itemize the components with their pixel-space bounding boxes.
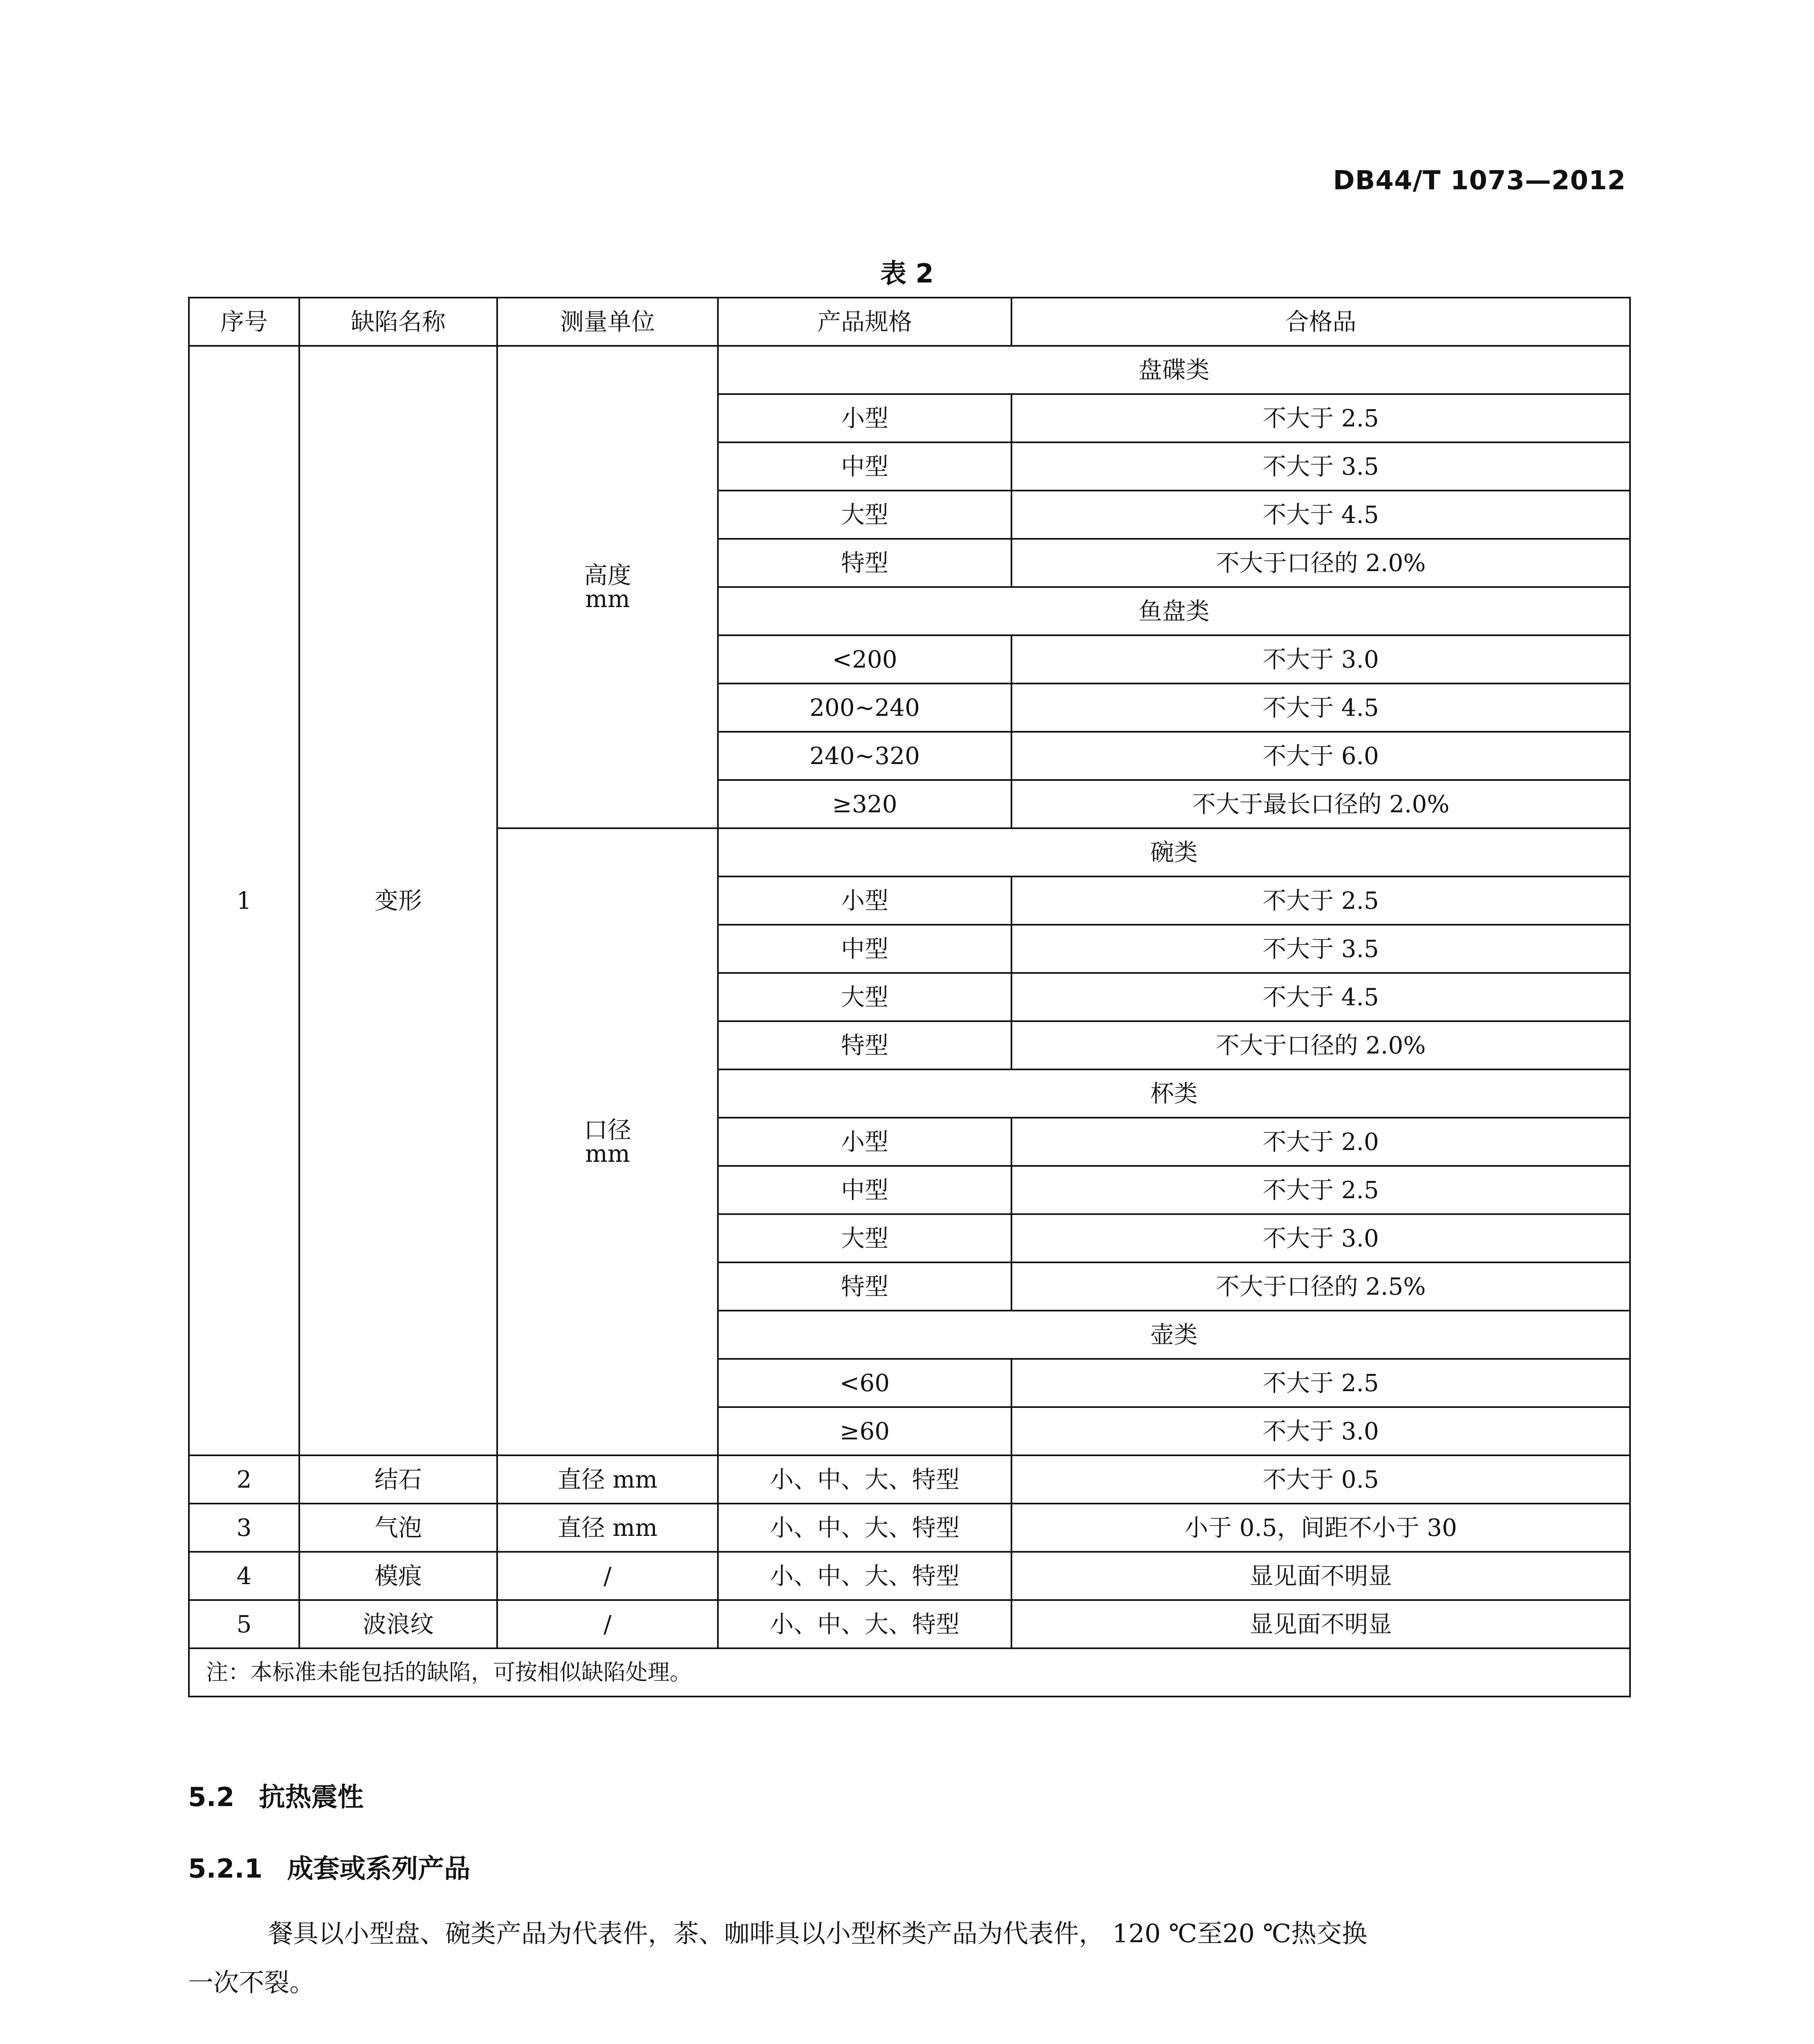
limit-cell: 不大于 3.5 xyxy=(1011,442,1630,491)
seq-cell: 5 xyxy=(189,1600,299,1648)
table-row xyxy=(189,1455,1630,1504)
limit-cell: 不大于口径的 2.5% xyxy=(1011,1262,1630,1311)
spec-cell: 小、中、大、特型 xyxy=(718,1504,1011,1552)
section-5-2-heading xyxy=(188,1776,363,1814)
limit-cell: 不大于 3.0 xyxy=(1011,635,1630,684)
spec-cell: 中型 xyxy=(718,442,1011,491)
unit-cell-mouth xyxy=(497,828,718,1455)
spec-cell: 大型 xyxy=(718,973,1011,1021)
spec-cell: 特型 xyxy=(718,1262,1011,1311)
seq-cell: 1 xyxy=(189,346,299,1455)
unit-cell: 直径 mm xyxy=(497,1504,718,1552)
unit-label: 口径 xyxy=(583,1116,631,1144)
spec-cell: 特型 xyxy=(718,539,1011,587)
defect-name-cell: 气泡 xyxy=(299,1504,497,1552)
spec-cell: 中型 xyxy=(718,1166,1011,1214)
unit-value: mm xyxy=(585,1140,630,1168)
seq-cell: 2 xyxy=(189,1455,299,1504)
limit-cell: 不大于口径的 2.0% xyxy=(1011,1021,1630,1069)
limit-cell: 不大于 3.0 xyxy=(1011,1214,1630,1262)
table-row xyxy=(189,1600,1630,1648)
section-5-2-2-heading xyxy=(188,2038,496,2044)
limit-cell: 不大于 3.0 xyxy=(1011,1407,1630,1455)
unit-cell: / xyxy=(497,1552,718,1600)
defect-name-cell: 变形 xyxy=(299,346,497,1455)
defect-table xyxy=(188,297,1631,1697)
spec-cell: 小型 xyxy=(718,394,1011,442)
unit-value: mm xyxy=(585,585,630,613)
limit-cell: 不大于口径的 2.0% xyxy=(1011,539,1630,587)
spec-cell: ≥320 xyxy=(718,780,1011,828)
limit-cell: 不大于最长口径的 2.0% xyxy=(1011,780,1630,828)
limit-cell: 不大于 0.5 xyxy=(1011,1455,1630,1504)
defect-name-cell: 结石 xyxy=(299,1455,497,1504)
table-row xyxy=(189,1504,1630,1552)
limit-cell: 不大于 4.5 xyxy=(1011,684,1630,732)
limit-cell: 不大于 6.0 xyxy=(1011,732,1630,780)
col-header: 序号 xyxy=(189,298,299,346)
standard-code: DB44/T 1073—2012 xyxy=(1333,166,1626,196)
limit-cell: 显见面不明显 xyxy=(1011,1600,1630,1648)
spec-cell: 240~320 xyxy=(718,732,1011,780)
spec-cell: ≥60 xyxy=(718,1407,1011,1455)
group-title: 杯类 xyxy=(718,1069,1630,1118)
limit-cell: 不大于 2.0 xyxy=(1011,1118,1630,1166)
table-title: 表 2 xyxy=(880,259,934,289)
spec-cell: 小、中、大、特型 xyxy=(718,1600,1011,1648)
limit-cell: 小于 0.5，间距不小于 30 xyxy=(1011,1504,1630,1552)
spec-cell: <200 xyxy=(718,635,1011,684)
spec-cell: 小型 xyxy=(718,876,1011,925)
col-header: 测量单位 xyxy=(497,298,718,346)
spec-cell: 大型 xyxy=(718,1214,1011,1262)
col-header: 缺陷名称 xyxy=(299,298,497,346)
spec-cell: 小型 xyxy=(718,1118,1011,1166)
limit-cell: 不大于 3.5 xyxy=(1011,925,1630,973)
seq-cell: 3 xyxy=(189,1504,299,1552)
spec-cell: 小、中、大、特型 xyxy=(718,1455,1011,1504)
spec-cell: 大型 xyxy=(718,491,1011,539)
table-note-row xyxy=(189,1648,1630,1697)
group-title: 盘碟类 xyxy=(718,346,1630,394)
group-title: 壶类 xyxy=(718,1311,1630,1359)
limit-cell: 不大于 2.5 xyxy=(1011,394,1630,442)
spec-cell: 小、中、大、特型 xyxy=(718,1552,1011,1600)
col-header: 合格品 xyxy=(1011,298,1630,346)
section-5-2-1-heading xyxy=(188,1848,470,1885)
group-title: 鱼盘类 xyxy=(718,587,1630,635)
spec-cell: <60 xyxy=(718,1359,1011,1407)
unit-label: 高度 xyxy=(583,561,631,589)
table-row xyxy=(189,346,1630,394)
section-number: 5.2.1 xyxy=(188,1854,263,1884)
limit-cell: 不大于 2.5 xyxy=(1011,876,1630,925)
limit-cell: 不大于 4.5 xyxy=(1011,491,1630,539)
table-note: 注：本标准未能包括的缺陷，可按相似缺陷处理。 xyxy=(189,1648,1630,1697)
unit-cell: 直径 mm xyxy=(497,1455,718,1504)
table-header-row xyxy=(189,298,1630,346)
unit-cell: / xyxy=(497,1600,718,1648)
group-title: 碗类 xyxy=(718,828,1630,876)
paragraph-5-2-1-line2: 一次不裂。 xyxy=(188,1968,315,1997)
section-title: 成套或系列产品 xyxy=(287,1854,471,1884)
spec-cell: 特型 xyxy=(718,1021,1011,1069)
limit-cell: 显见面不明显 xyxy=(1011,1552,1630,1600)
spec-cell: 中型 xyxy=(718,925,1011,973)
limit-cell: 不大于 2.5 xyxy=(1011,1166,1630,1214)
table-row xyxy=(189,1552,1630,1600)
unit-cell-height xyxy=(497,346,718,828)
limit-cell: 不大于 2.5 xyxy=(1011,1359,1630,1407)
spec-cell: 200~240 xyxy=(718,684,1011,732)
col-header: 产品规格 xyxy=(718,298,1011,346)
defect-name-cell: 模痕 xyxy=(299,1552,497,1600)
section-title: 抗热震性 xyxy=(259,1782,364,1813)
paragraph-5-2-1-line1: 餐具以小型盘、碗类产品为代表件，茶、咖啡具以小型杯类产品为代表件， 120 ℃至20 ℃热交换 xyxy=(268,1918,1368,1948)
defect-name-cell: 波浪纹 xyxy=(299,1600,497,1648)
seq-cell: 4 xyxy=(189,1552,299,1600)
limit-cell: 不大于 4.5 xyxy=(1011,973,1630,1021)
section-number: 5.2 xyxy=(188,1782,235,1813)
